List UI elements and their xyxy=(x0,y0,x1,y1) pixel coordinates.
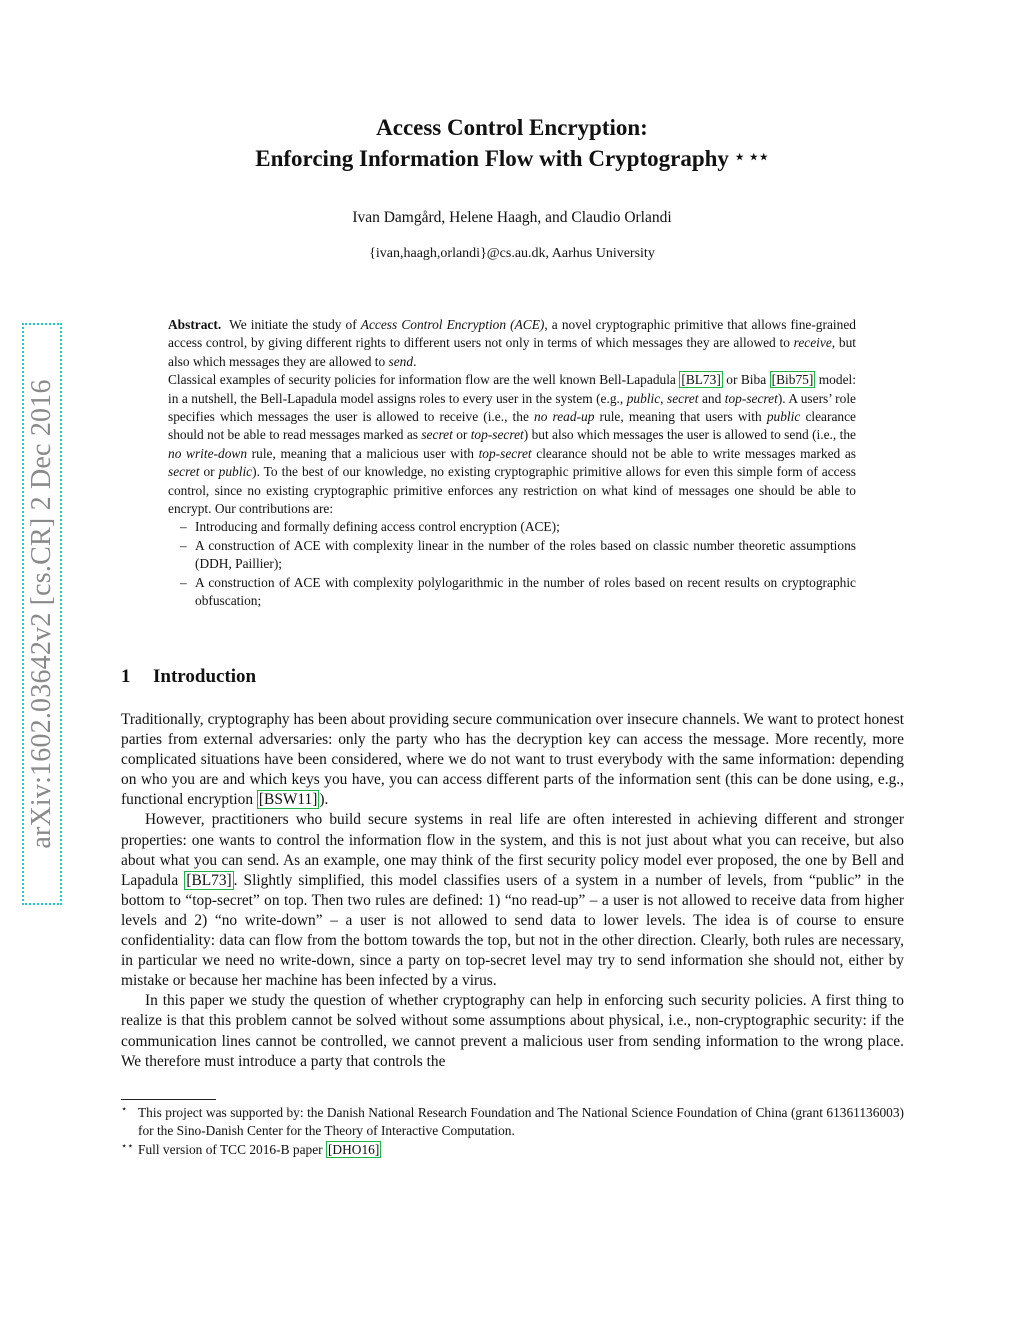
body-paragraph-3: In this paper we study the question of whether cryptography can help in enforcing such security policies. A first thing to realize is that this problem cannot be solved without some assumptions about physical, i.e., non-cryptographic security: if the communication lines cannot be controlled, we cannot prevent a malicious user from sending information to the wrong place. We therefore must introduce a party that controls the xyxy=(121,992,904,1070)
title-line-2 xyxy=(0,143,1024,174)
list-dash: – xyxy=(180,519,187,535)
footnote-1 xyxy=(121,1104,904,1141)
contribution-text: A construction of ACE with complexity polylogarithmic in the number of roles based on recent results on cryptographic obfuscation; xyxy=(195,574,856,609)
footnote-2 xyxy=(121,1141,904,1159)
contribution-item xyxy=(168,518,856,536)
abstract-text: , but also which messages they are allowed to xyxy=(168,335,856,369)
abstract-emphasis: Access Control Encryption (ACE) xyxy=(360,317,545,332)
introduction-body xyxy=(121,710,904,1072)
citation-bl73-link[interactable]: [BL73] xyxy=(681,372,721,388)
abstract-text: ). A users’ role specifies which messages the user is allowed to receive (i.e., the xyxy=(168,390,856,425)
abstract-emphasis: public xyxy=(766,409,801,425)
contribution-text: Introducing and formally defining access control encryption (ACE); xyxy=(195,519,560,535)
section-title: Introduction xyxy=(153,666,257,687)
list-dash: – xyxy=(180,537,187,553)
abstract-text: or xyxy=(203,464,215,480)
abstract-emphasis: top-secret xyxy=(724,390,778,406)
abstract-text: rule, meaning that a malicious user with xyxy=(251,445,474,461)
abstract-emphasis: public xyxy=(626,390,661,406)
abstract-text: We initiate the study of xyxy=(229,317,357,332)
abstract-text: , a novel cryptographic primitive that allows fine-grained access control, by giving different rights to different users not only in terms of which messages they are allowed to xyxy=(168,317,856,351)
footnote-divider xyxy=(121,1099,216,1100)
citation-dho16-link[interactable]: [DHO16] xyxy=(327,1141,380,1157)
footnote-mark: ⋆ xyxy=(121,1104,128,1115)
body-text: Traditionally, cryptography has been about providing secure communication over insecure channels. We want to protect honest parties from external adversaries: only the party who has the decryption key can access the message. More recently, more complicated situations have been considered, where we do not want to trust everybody with the same information: depending on who you are and which keys you have, you can access different parts of the information sent (this can be done using, e.g., functional encryption xyxy=(121,711,904,809)
author-list: Ivan Damgård, Helene Haagh, and Claudio Orlandi xyxy=(352,209,672,226)
citation-bsw11-link[interactable]: [BSW11] xyxy=(258,791,318,809)
abstract-paragraph-1 xyxy=(168,316,856,371)
body-paragraph-1 xyxy=(121,710,904,810)
footnote-text: This project was supported by: the Danish National Research Foundation and The National Science Foundation of China (grant 61361136003) for the Sino-Danish Center for the Theory of Interactive Computation. xyxy=(138,1105,904,1139)
abstract-emphasis: receive xyxy=(793,335,832,351)
contribution-item xyxy=(168,574,856,611)
title-line-1: Access Control Encryption: xyxy=(376,115,648,140)
abstract-text: rule, meaning that users with xyxy=(599,409,762,425)
title-line-2-text: Enforcing Information Flow with Cryptography xyxy=(255,146,729,171)
arxiv-identifier-text: arXiv:1602.03642v2 [cs.CR] 2 Dec 2016 xyxy=(26,379,57,849)
body-text: However, practitioners who build secure systems in real life are often interested in achieving different and stronger properties: one wants to control the information flow in the system, and this is not just about what you can receive, but also about what you can send. As an example, one may think of the first security policy model ever proposed, the one by Bell and Lapadula xyxy=(121,811,904,889)
abstract-text: , xyxy=(660,390,664,406)
list-dash: – xyxy=(180,574,187,590)
abstract-text: or Biba xyxy=(726,372,767,388)
body-text: ). xyxy=(319,791,329,809)
abstract-emphasis: public xyxy=(218,464,253,480)
abstract-paragraph-2 xyxy=(168,371,856,518)
abstract-emphasis: secret xyxy=(667,390,699,406)
abstract-text: ) but also which messages the user is allowed to send (i.e., the xyxy=(523,427,856,443)
abstract-emphasis: secret xyxy=(421,427,453,443)
citation-bl73-link[interactable]: [BL73] xyxy=(186,871,232,889)
abstract-text: clearance should not be able to read messages marked as xyxy=(168,409,856,443)
abstract-text: model: in a nutshell, the Bell-Lapadula model assigns roles to every user in the system (e.g., xyxy=(168,372,856,406)
section-heading-introduction xyxy=(121,666,256,688)
footnote-mark: ⋆⋆ xyxy=(121,1140,134,1152)
contribution-item xyxy=(168,537,856,574)
author-affiliation: {ivan,haagh,orlandi}@cs.au.dk, Aarhus University xyxy=(369,246,655,261)
abstract-emphasis: send xyxy=(388,353,414,369)
contribution-list xyxy=(168,518,856,610)
abstract xyxy=(168,316,856,611)
abstract-text: Classical examples of security policies for information flow are the well known Bell-Lapadula xyxy=(168,372,676,388)
abstract-label: Abstract. xyxy=(168,317,222,332)
paper-title xyxy=(0,113,1024,174)
abstract-emphasis: no read-up xyxy=(534,409,595,425)
abstract-emphasis: top-secret xyxy=(470,427,524,443)
citation-bib75-link[interactable]: [Bib75] xyxy=(771,372,814,388)
footnotes xyxy=(121,1104,904,1159)
arxiv-identifier-stamp[interactable] xyxy=(22,323,62,905)
body-paragraph-2 xyxy=(121,810,904,991)
abstract-emphasis: secret xyxy=(168,464,200,480)
abstract-text: . xyxy=(413,353,417,369)
abstract-emphasis: top-secret xyxy=(478,445,532,461)
abstract-text: clearance should not be able to write messages marked as xyxy=(536,445,856,461)
footnote-text: Full version of TCC 2016-B paper xyxy=(138,1141,323,1157)
abstract-emphasis: no write-down xyxy=(168,445,248,461)
title-footnote-marks: ⋆ ⋆⋆ xyxy=(734,149,769,166)
body-text: . Slightly simplified, this model classifies users of a system in a number of levels, from “public” in the bottom to “top-secret” on top. Then two rules are defined: 1) “no read-up” – a user is not allowed to receive data from higher levels and 2) “no write-down” – a user is not allowed to send data to lower levels. The idea is of course to ensure confidentiality: data can flow from the bottom towards the top, but not in the other direction. Clearly, both rules are necessary, in particular we need no write-down, since a party on top-secret level may try to send information she should not, either by mistake or because her machine has been infected by a virus. xyxy=(121,871,904,990)
abstract-text: and xyxy=(701,390,722,406)
contribution-text: A construction of ACE with complexity linear in the number of the roles based on classic number theoretic assumptions (DDH, Paillier); xyxy=(195,537,856,572)
section-number: 1 xyxy=(121,666,131,687)
abstract-text: or xyxy=(456,427,468,443)
abstract-text: ). To the best of our knowledge, no existing cryptographic primitive allows for even this simple form of access control, since no existing cryptographic primitive enforces any restriction on what kind of messages one should be able to encrypt. Our contributions are: xyxy=(168,464,856,517)
